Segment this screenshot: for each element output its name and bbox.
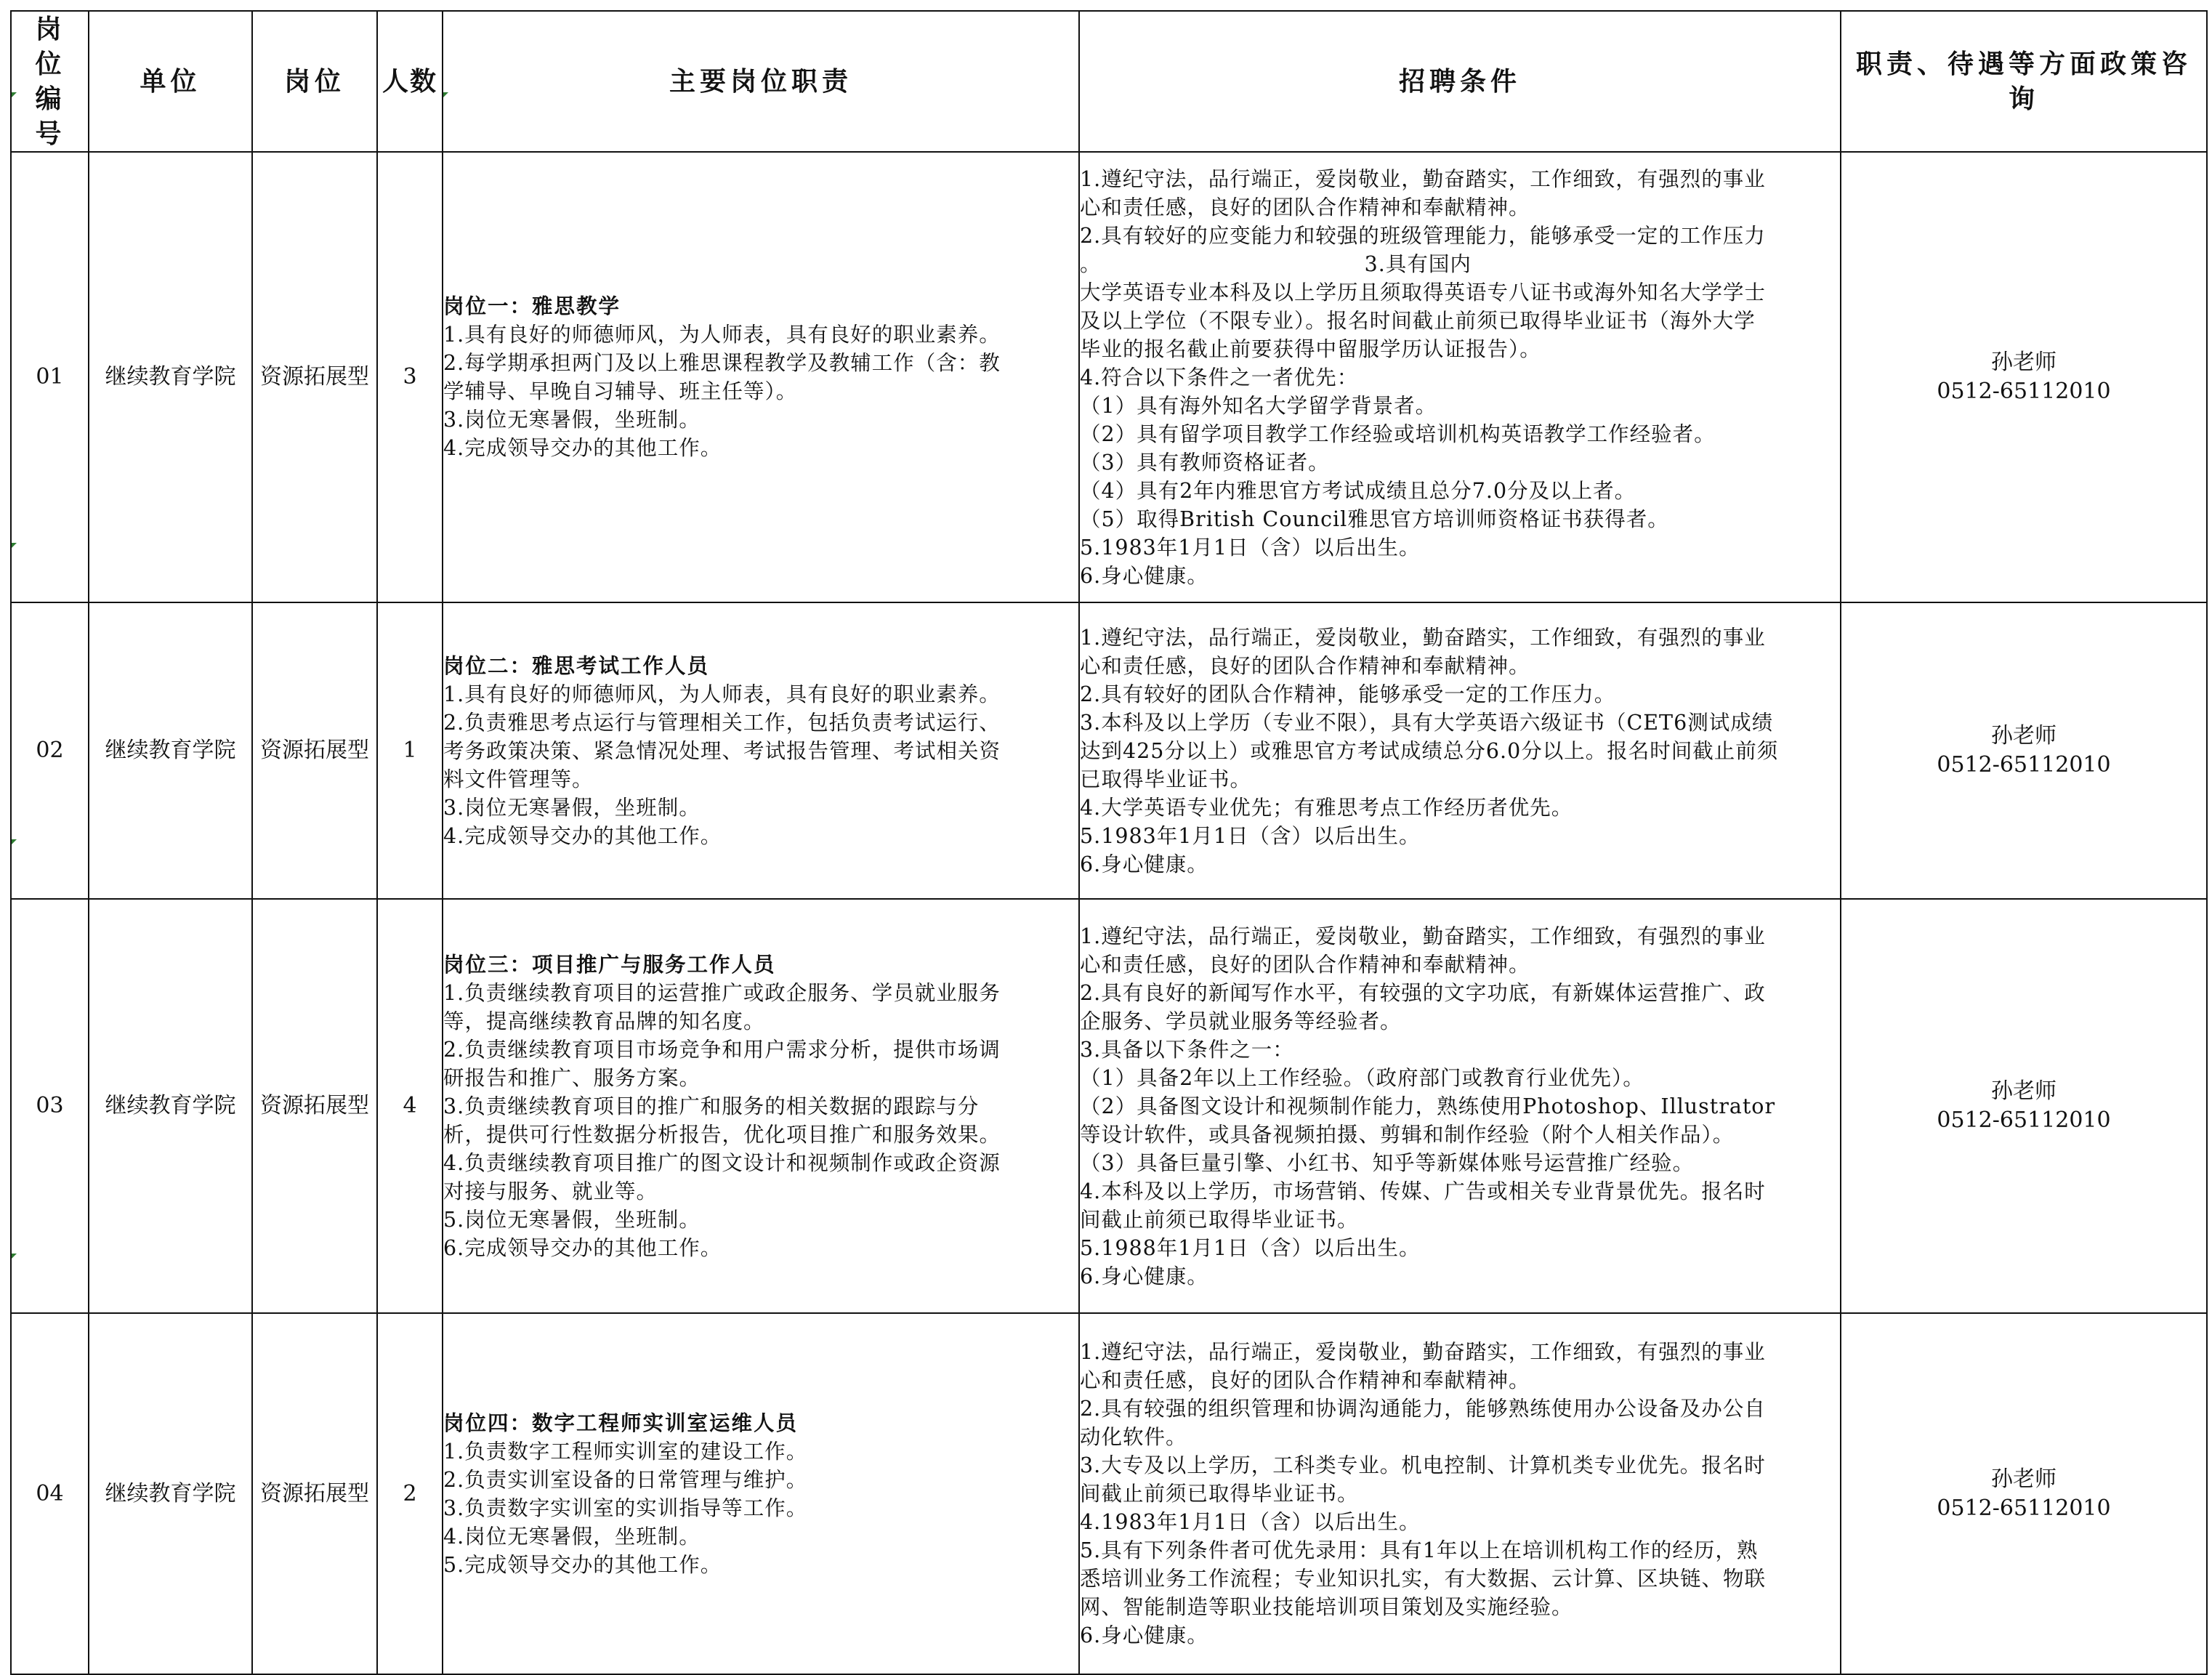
table-row (11, 152, 2207, 602)
cell-unit: 继续教育学院 (89, 602, 252, 899)
recruitment-table (10, 10, 2208, 1675)
cell-requirements (1079, 1313, 1841, 1674)
cell-code: 02 (11, 602, 89, 899)
requirement-line: （5）取得British Council雅思官方培训师资格证书获得者。 (1080, 506, 1669, 531)
table-row (11, 602, 2207, 899)
duty-line: 5.岗位无寒暑假，坐班制。 (443, 1207, 701, 1232)
cell-count: 3 (377, 152, 443, 602)
requirement-line: 等设计软件，或具备视频拍摄、剪辑和制作经验（附个人相关作品）。 (1080, 1122, 1735, 1147)
requirement-line: 5.具有下列条件者可优先录用：具有1年以上在培训机构工作的经历，熟 (1080, 1538, 1759, 1562)
requirement-line: 1.遵纪守法，品行端正，爱岗敬业，勤奋踏实，工作细致，有强烈的事业 (1080, 1340, 1766, 1364)
requirement-line: 2.具有较好的团队合作精神，能够承受一定的工作压力。 (1080, 682, 1616, 706)
contact-phone: 0512-65112010 (1937, 752, 2111, 778)
requirement-line: 悉培训业务工作流程；专业知识扎实，有大数据、云计算、区块链、物联 (1080, 1567, 1767, 1591)
cell-type: 资源拓展型 (252, 899, 377, 1313)
cell-marker (443, 92, 448, 97)
duty-line: 6.完成领导交办的其他工作。 (443, 1235, 722, 1260)
requirement-line: 4.符合以下条件之一者优先： (1080, 365, 1359, 390)
cell-code: 03 (11, 899, 89, 1313)
header-unit: 单位 (89, 11, 252, 152)
requirement-line: （2）具备图文设计和视频制作能力，熟练使用Photoshop、Illustrator (1080, 1094, 1776, 1118)
cell-duties (443, 152, 1079, 602)
requirement-line: 大学英语专业本科及以上学历且须取得英语专八证书或海外知名大学学士 (1080, 280, 1767, 304)
cell-duties (443, 1313, 1079, 1674)
cell-marker (12, 543, 17, 548)
cell-unit: 继续教育学院 (89, 899, 252, 1313)
header-row (11, 11, 2207, 152)
header-requirements: 招聘条件 (1079, 11, 1841, 152)
requirement-line: 6.身心健康。 (1080, 1264, 1208, 1288)
cell-requirements (1079, 152, 1841, 602)
cell-marker (12, 92, 17, 97)
duty-line: 2.负责实训室设备的日常管理与维护。 (443, 1467, 808, 1492)
cell-requirements (1079, 602, 1841, 899)
duty-line: 料文件管理等。 (443, 767, 594, 791)
duty-title: 岗位一：雅思教学 (443, 294, 621, 318)
cell-contact (1841, 152, 2207, 602)
cell-count: 4 (377, 899, 443, 1313)
table-row (11, 899, 2207, 1313)
requirement-line: （3）具有教师资格证者。 (1080, 450, 1330, 475)
cell-marker (12, 839, 17, 844)
duty-title: 岗位四：数字工程师实训室运维人员 (443, 1410, 799, 1435)
requirement-line: 企服务、学员就业服务等经验者。 (1080, 1009, 1402, 1033)
header-position: 岗位 (252, 11, 377, 152)
requirement-line: 1.遵纪守法，品行端正，爱岗敬业，勤奋踏实，工作细致，有强烈的事业 (1080, 166, 1766, 191)
duty-line: 研报告和推广、服务方案。 (443, 1065, 701, 1090)
cell-contact (1841, 899, 2207, 1313)
cell-duties (443, 899, 1079, 1313)
duty-line: 析，提供可行性数据分析报告，优化项目推广和服务效果。 (443, 1122, 1001, 1147)
requirement-line: 网、智能制造等职业技能培训项目策划及实施经验。 (1080, 1595, 1573, 1619)
cell-code: 01 (11, 152, 89, 602)
requirement-line: 5.1988年1月1日（含）以后出生。 (1080, 1235, 1421, 1260)
duty-line: 3.岗位无寒暑假，坐班制。 (443, 795, 701, 820)
contact-name: 孙老师 (1991, 723, 2056, 748)
requirement-line: 心和责任感，良好的团队合作精神和奉献精神。 (1080, 195, 1530, 219)
header-count: 人数 (377, 11, 443, 152)
cell-type: 资源拓展型 (252, 602, 377, 899)
requirement-line: 间截止前须已取得毕业证书。 (1080, 1482, 1359, 1506)
cell-unit: 继续教育学院 (89, 152, 252, 602)
duty-title: 岗位二：雅思考试工作人员 (443, 653, 710, 678)
duty-line: 4.完成领导交办的其他工作。 (443, 823, 722, 848)
duty-line: 2.每学期承担两门及以上雅思课程教学及教辅工作（含：教 (443, 351, 1001, 375)
requirement-line: 2.具有较强的组织管理和协调沟通能力，能够熟练使用办公设备及办公自 (1080, 1397, 1766, 1421)
duty-line: 3.负责数字实训室的实训指导等工作。 (443, 1496, 808, 1520)
contact-phone: 0512-65112010 (1937, 1107, 2111, 1133)
requirement-line: 3.具备以下条件之一： (1080, 1037, 1294, 1062)
requirement-line: 6.身心健康。 (1080, 852, 1208, 876)
cell-contact (1841, 602, 2207, 899)
duty-line: 4.岗位无寒暑假，坐班制。 (443, 1524, 701, 1549)
duty-line: 1.具有良好的师德师风，为人师表，具有良好的职业素养。 (443, 323, 1001, 347)
requirement-line: 心和责任感，良好的团队合作精神和奉献精神。 (1080, 653, 1530, 678)
requirement-line: （1）具备2年以上工作经验。（政府部门或教育行业优先）。 (1080, 1065, 1644, 1090)
header-code: 岗位编号 (11, 11, 89, 152)
duty-line: 4.负责继续教育项目推广的图文设计和视频制作或政企资源 (443, 1150, 1001, 1175)
requirement-line: （4）具有2年内雅思官方考试成绩且总分7.0分及以上者。 (1080, 478, 1636, 503)
header-duties: 主要岗位职责 (443, 11, 1079, 152)
cell-count: 2 (377, 1313, 443, 1674)
duty-line: 等，提高继续教育品牌的知名度。 (443, 1009, 765, 1033)
requirement-line: 毕业的报名截止前要获得中留服学历认证报告）。 (1080, 336, 1541, 361)
duty-line: 1.具有良好的师德师风，为人师表，具有良好的职业素养。 (443, 682, 1001, 706)
requirement-line: 1.遵纪守法，品行端正，爱岗敬业，勤奋踏实，工作细致，有强烈的事业 (1080, 924, 1766, 948)
cell-type: 资源拓展型 (252, 1313, 377, 1674)
requirement-line: 已取得毕业证书。 (1080, 767, 1252, 791)
duty-line: 2.负责继续教育项目市场竞争和用户需求分析，提供市场调 (443, 1037, 1001, 1062)
duty-line: 对接与服务、就业等。 (443, 1179, 658, 1203)
duty-line: 考务政策决策、紧急情况处理、考试报告管理、考试相关资 (443, 738, 1001, 763)
requirement-line: 5.1983年1月1日（含）以后出生。 (1080, 535, 1421, 560)
requirement-line: 1.遵纪守法，品行端正，爱岗敬业，勤奋踏实，工作细致，有强烈的事业 (1080, 625, 1766, 650)
cell-count: 1 (377, 602, 443, 899)
requirement-line: 间截止前须已取得毕业证书。 (1080, 1207, 1359, 1232)
requirement-line: 4.1983年1月1日（含）以后出生。 (1080, 1510, 1421, 1534)
duty-line: 3.负责继续教育项目的推广和服务的相关数据的跟踪与分 (443, 1094, 980, 1118)
requirement-line: 心和责任感，良好的团队合作精神和奉献精神。 (1080, 1368, 1530, 1392)
requirement-line: 2.具有较好的应变能力和较强的班级管理能力，能够承受一定的工作压力 (1080, 223, 1766, 248)
table-row (11, 1313, 2207, 1674)
requirement-line: 6.身心健康。 (1080, 1623, 1208, 1647)
contact-name: 孙老师 (1991, 1466, 2056, 1492)
requirement-line: 5.1983年1月1日（含）以后出生。 (1080, 823, 1421, 848)
requirement-line: 动化软件。 (1080, 1425, 1187, 1449)
cell-requirements (1079, 899, 1841, 1313)
duty-line: 4.完成领导交办的其他工作。 (443, 436, 722, 460)
header-contact: 职责、待遇等方面政策咨询 (1841, 11, 2207, 152)
requirement-line: 及以上学位（不限专业）。报名时间截止前须已取得毕业证书（海外大学 (1080, 308, 1756, 333)
requirement-line: 4.大学英语专业优先；有雅思考点工作经历者优先。 (1080, 795, 1573, 820)
cell-duties (443, 602, 1079, 899)
contact-phone: 0512-65112010 (1937, 379, 2111, 404)
contact-name: 孙老师 (1991, 1078, 2056, 1104)
duty-line: 5.完成领导交办的其他工作。 (443, 1552, 722, 1577)
duty-line: 1.负责数字工程师实训室的建设工作。 (443, 1439, 808, 1464)
cell-marker (12, 1254, 17, 1259)
cell-code: 04 (11, 1313, 89, 1674)
requirement-line: 6.身心健康。 (1080, 563, 1208, 588)
requirement-line: 。 3.具有国内 (1080, 251, 1472, 276)
duty-title: 岗位三：项目推广与服务工作人员 (443, 951, 776, 977)
contact-name: 孙老师 (1991, 350, 2056, 375)
cell-contact (1841, 1313, 2207, 1674)
requirement-line: （1）具有海外知名大学留学背景者。 (1080, 393, 1437, 418)
duty-line: 1.负责继续教育项目的运营推广或政企服务、学员就业服务 (443, 980, 1001, 1005)
requirement-line: （2）具有留学项目教学工作经验或培训机构英语教学工作经验者。 (1080, 421, 1716, 446)
requirement-line: 3.大专及以上学历，工科类专业。机电控制、计算机类专业优先。报名时 (1080, 1453, 1766, 1477)
contact-phone: 0512-65112010 (1937, 1495, 2111, 1521)
requirement-line: 3.本科及以上学历（专业不限），具有大学英语六级证书（CET6测试成绩 (1080, 710, 1774, 735)
requirement-line: 4.本科及以上学历，市场营销、传媒、广告或相关专业背景优先。报名时 (1080, 1179, 1766, 1203)
cell-type: 资源拓展型 (252, 152, 377, 602)
cell-unit: 继续教育学院 (89, 1313, 252, 1674)
duty-line: 学辅导、早晚自习辅导、班主任等）。 (443, 379, 798, 403)
requirement-line: 心和责任感，良好的团队合作精神和奉献精神。 (1080, 952, 1530, 977)
duty-line: 2.负责雅思考点运行与管理相关工作，包括负责考试运行、 (443, 710, 1001, 735)
requirement-line: 达到425分以上）或雅思官方考试成绩总分6.0分以上。报名时间截止前须 (1080, 738, 1779, 763)
duty-line: 3.岗位无寒暑假，坐班制。 (443, 408, 701, 432)
requirement-line: 2.具有良好的新闻写作水平，有较强的文字功底，有新媒体运营推广、政 (1080, 980, 1766, 1005)
requirement-line: （3）具备巨量引擎、小红书、知乎等新媒体账号运营推广经验。 (1080, 1150, 1695, 1175)
